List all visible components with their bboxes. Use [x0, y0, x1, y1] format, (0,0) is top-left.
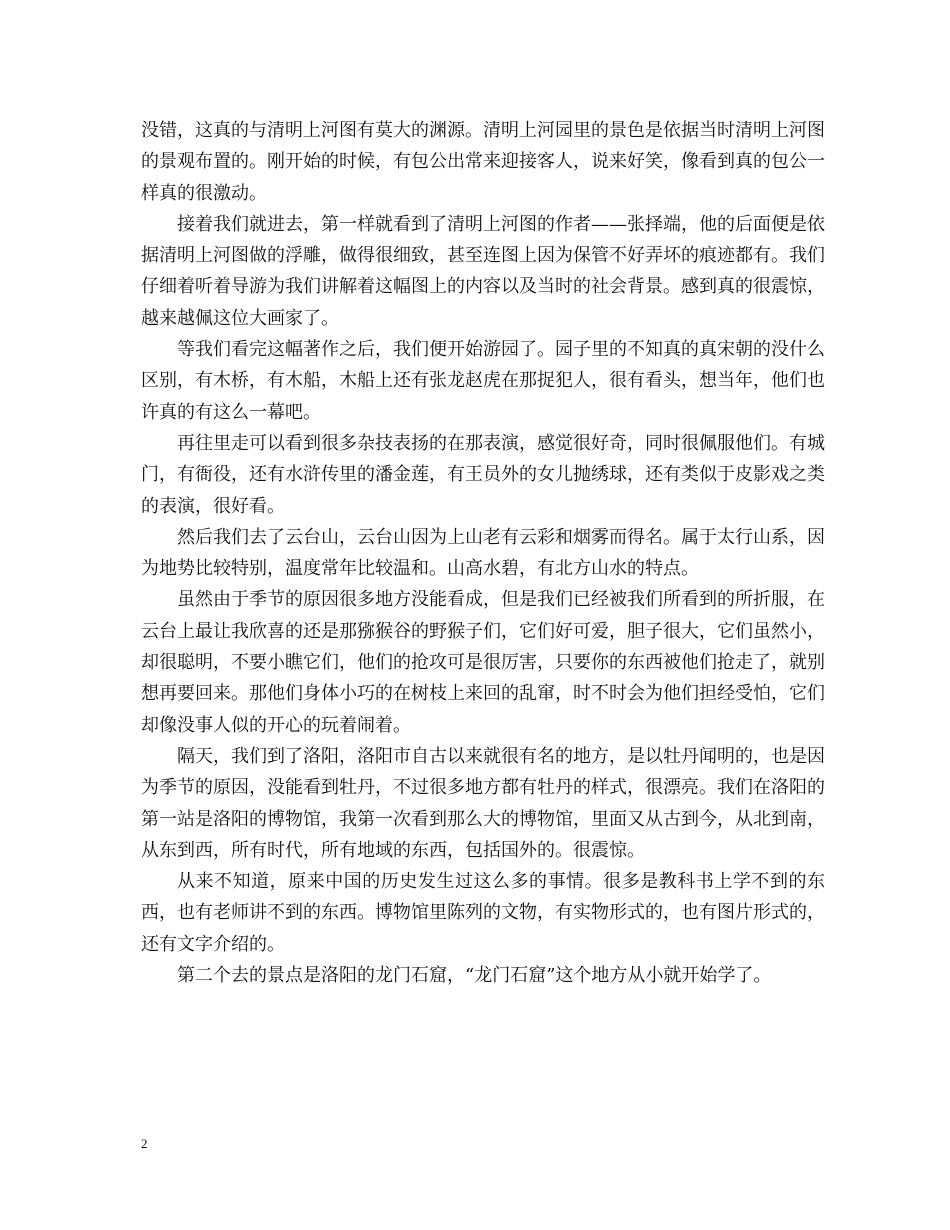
- paragraph-9: 第二个去的景点是洛阳的龙门石窟，“龙门石窟”这个地方从小就开始学了。: [177, 965, 772, 987]
- paragraph-4: 再往里走可以看到很多杂技表扬的在那表演，感觉很好奇，同时很佩服他们。有城门，有衙役，还有水浒传里的潘金莲，有王员外的女儿抛绣球，还有类似于皮影戏之类的表演，很好看。: [141, 432, 825, 517]
- paragraph-6: 虽然由于季节的原因很多地方没能看成，但是我们已经被我们所看到的所折服，在云台上最让我欣喜的还是那猕猴谷的野猴子们，它们好可爱，胆子很大，它们虽然小，却很聪明，不要小瞧它们，他们的抢攻可是很厉害，只要你的东西被他们抢走了，就别想再要回来。那他们身体小巧的在树枝上来回的乱窜，时不时会为他们担经受怕，它们却像没事人似的开心的玩着闹着。: [141, 589, 825, 736]
- paragraph-8: 从来不知道，原来中国的历史发生过这么多的事情。很多是教科书上学不到的东西，也有老师讲不到的东西。博物馆里陈列的文物，有实物形式的，也有图片形式的，还有文字介绍的。: [141, 871, 825, 955]
- paragraph-7: 隔天，我们到了洛阳，洛阳市自古以来就很有名的地方，是以牡丹闻明的，也是因为季节的原因，没能看到牡丹，不过很多地方都有牡丹的样式，很漂亮。我们在洛阳的第一站是洛阳的博物馆，我第一次看到那么大的博物馆，里面又从古到今，从北到南，从东到西，所有时代，所有地域的东西，包括国外的。很震惊。: [141, 745, 825, 861]
- document-body: [141, 115, 825, 991]
- paragraph-1: 没错，这真的与清明上河图有莫大的渊源。清明上河园里的景色是依据当时清明上河图的景观布置的。刚开始的时候，有包公出常来迎接客人，说来好笑，像看到真的包公一样真的很激动。: [141, 120, 825, 204]
- paragraph-2: 接着我们就进去，第一样就看到了清明上河图的作者——张择端，他的后面便是依据清明上河图做的浮雕，做得很细致，甚至连图上因为保管不好弄坏的痕迹都有。我们仔细着听着导游为我们讲解着这幅图上的内容以及当时的社会背景。感到真的很震惊，越来越佩这位大画家了。: [141, 213, 825, 329]
- paragraph-5: 然后我们去了云台山，云台山因为上山老有云彩和烟雾而得名。属于太行山系，因为地势比较特别，温度常年比较温和。山高水碧，有北方山水的特点。: [141, 526, 825, 580]
- paragraph-3: 等我们看完这幅著作之后，我们便开始游园了。园子里的不知真的真宋朝的没什么区别，有木桥，有木船，木船上还有张龙赵虎在那捉犯人，很有看头，想当年，他们也许真的有这么一幕吧。: [141, 339, 825, 423]
- page-number: 2: [141, 1136, 148, 1151]
